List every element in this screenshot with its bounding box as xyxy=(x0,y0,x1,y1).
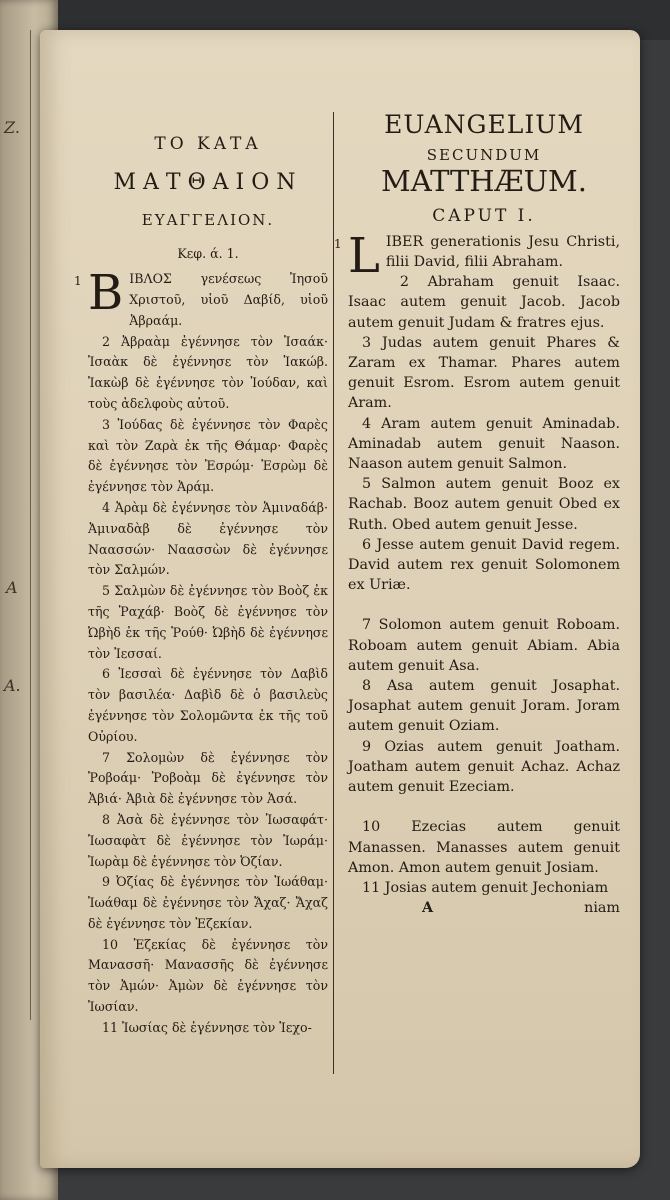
greek-column xyxy=(74,130,328,1039)
latin-column xyxy=(334,110,620,918)
latin-header-line-3: MATTHÆUM. xyxy=(381,164,587,199)
edge-mark: Z. xyxy=(4,118,20,137)
greek-verse: 9 Ὀζίας δὲ ἐγέννησε τὸν Ἰωάθαμ· Ἰωάθαμ δὲ ἐγέννησε τὸν Ἄχαζ· Ἄχαζ δὲ ἐγέννησε τὸν Ἐζεκίαν. xyxy=(88,874,328,931)
book-page xyxy=(40,30,640,1168)
verse-text: IBER generationis Jesu Christi, filii David, filii Abraham. xyxy=(385,233,620,271)
map-border xyxy=(0,30,31,1020)
verse-text: ΙΒΛΟΣ γενέσεως Ἰησοῦ Χριστοῦ, υἱοῦ Δαβίδ, υἱοῦ Ἀβραάμ. xyxy=(129,271,328,328)
edge-mark: A xyxy=(6,578,18,597)
latin-verse: 8 Asa autem genuit Josaphat. Josaphat autem genuit Joram. Joram autem genuit Oziam. xyxy=(348,678,620,735)
greek-header-line-3: ΕΥΑΓΓΕΛΙΟΝ. xyxy=(141,210,275,229)
latin-verse: 3 Judas autem genuit Phares & Zaram ex Thamar. Phares autem genuit Esrom. Esrom autem genuit Aram. xyxy=(348,334,620,412)
latin-verse: 6 Jesse autem genuit David regem. David autem rex genuit Solomonem ex Uriæ. xyxy=(348,536,620,594)
greek-header-line-2: ΜΑΤΘΑΙΟΝ xyxy=(113,169,303,195)
page-footer xyxy=(348,898,620,918)
greek-verse: 3 Ἰούδας δὲ ἐγέννησε τὸν Φαρὲς καὶ τὸν Ζαρὰ ἐκ τῆς Θάμαρ· Φαρὲς δὲ ἐγέννησε τὸν Ἐσρώμ· Ἐσρὼμ δὲ ἐγέννησε τὸν Ἀράμ. xyxy=(88,416,328,495)
verse-number: 1 xyxy=(334,236,342,251)
column-divider xyxy=(333,112,334,1074)
greek-verse: 7 Σολομὼν δὲ ἐγέννησε τὸν Ῥοβοάμ· Ῥοβοὰμ δὲ ἐγέννησε τὸν Ἀβιά· Ἀβιὰ δὲ ἐγέννησε τὸν Ἀσά. xyxy=(88,749,328,807)
latin-verse: 2 Abraham genuit Isaac. Isaac autem genuit Jacob. Jacob autem genuit Judam & fratres ejus. xyxy=(348,274,620,331)
greek-header-line-1: ΤΟ ΚΑΤΑ xyxy=(154,134,262,154)
latin-drop-cap: L xyxy=(348,227,380,284)
greek-verse-1 xyxy=(74,265,328,331)
greek-verse: 6 Ἰεσσαὶ δὲ ἐγέννησε τὸν Δαβὶδ τὸν βασιλέα· Δαβὶδ δὲ ὁ βασιλεὺς ἐγέννησε τὸν Σολομῶντα ἐκ τῆς τοῦ Οὐρίου. xyxy=(88,666,328,744)
signature-mark: A xyxy=(422,900,434,917)
latin-verse: 4 Aram autem genuit Aminadab. Aminadab autem genuit Naason. Naason autem genuit Salmon. xyxy=(348,415,620,473)
verse-gap xyxy=(348,797,620,817)
greek-verse: 2 Ἀβραὰμ ἐγέννησε τὸν Ἰσαάκ· Ἰσαὰκ δὲ ἐγέννησε τὸν Ἰακώβ. Ἰακὼβ δὲ ἐγέννησε τὸν Ἰούδαν, καὶ τοὺς ἀδελφοὺς αὐτοῦ. xyxy=(88,333,328,411)
latin-header-line-1: EUANGELIUM xyxy=(384,110,584,139)
catchword: niam xyxy=(584,900,620,917)
latin-verse: 11 Josias autem genuit Jechoniam xyxy=(362,879,609,896)
latin-verse: 5 Salmon autem genuit Booz ex Rachab. Booz autem genuit Obed ex Ruth. Obed autem genuit Jesse. xyxy=(348,476,620,533)
latin-header-line-2: SECUNDUM xyxy=(426,146,542,165)
latin-chapter-heading: CAPUT I. xyxy=(432,205,536,226)
latin-verse-1 xyxy=(334,227,620,284)
verse-gap xyxy=(348,595,620,615)
greek-verse: 8 Ἀσὰ δὲ ἐγέννησε τὸν Ἰωσαφάτ· Ἰωσαφὰτ δὲ ἐγέννησε τὸν Ἰωράμ· Ἰωρὰμ δὲ ἐγέννησε τὸν Ὀζίαν. xyxy=(88,811,328,869)
verse-number: 1 xyxy=(74,274,82,289)
greek-verse: 4 Ἀρὰμ δὲ ἐγέννησε τὸν Ἀμιναδάβ· Ἀμιναδὰβ δὲ ἐγέννησε τὸν Ναασσών· Ναασσὼν δὲ ἐγέννησε τὸν Σαλμών. xyxy=(88,499,328,578)
latin-verse: 7 Solomon autem genuit Roboam. Roboam autem genuit Abiam. Abia autem genuit Asa. xyxy=(348,617,620,674)
greek-verse: 11 Ἰωσίας δὲ ἐγέννησε τὸν Ἰεχο- xyxy=(102,1019,312,1035)
greek-chapter-heading: Κεφ. ά. 1. xyxy=(177,246,239,262)
latin-verse: 10 Ezecias autem genuit Manassen. Manasses autem genuit Amon. Amon autem genuit Josiam. xyxy=(348,819,620,876)
greek-verse: 10 Ἐζεκίας δὲ ἐγέννησε τὸν Μανασσῆ· Μανασσῆς δὲ ἐγέννησε τὸν Ἀμών· Ἀμὼν δὲ ἐγέννησε τὸν Ἰωσίαν. xyxy=(88,936,328,1015)
latin-verse: 9 Ozias autem genuit Joatham. Joatham autem genuit Achaz. Achaz autem genuit Ezeciam. xyxy=(348,738,620,796)
greek-drop-cap: Β xyxy=(88,265,124,322)
edge-mark: A. xyxy=(4,676,21,695)
greek-verse: 5 Σαλμὼν δὲ ἐγέννησε τὸν Βοὸζ ἐκ τῆς Ῥαχάβ· Βοὸζ δὲ ἐγέννησε τὸν Ὠβὴδ ἐκ τῆς Ῥούθ· Ὠβὴδ δὲ ἐγέννησε τὸν Ἰεσσαί. xyxy=(88,583,328,661)
